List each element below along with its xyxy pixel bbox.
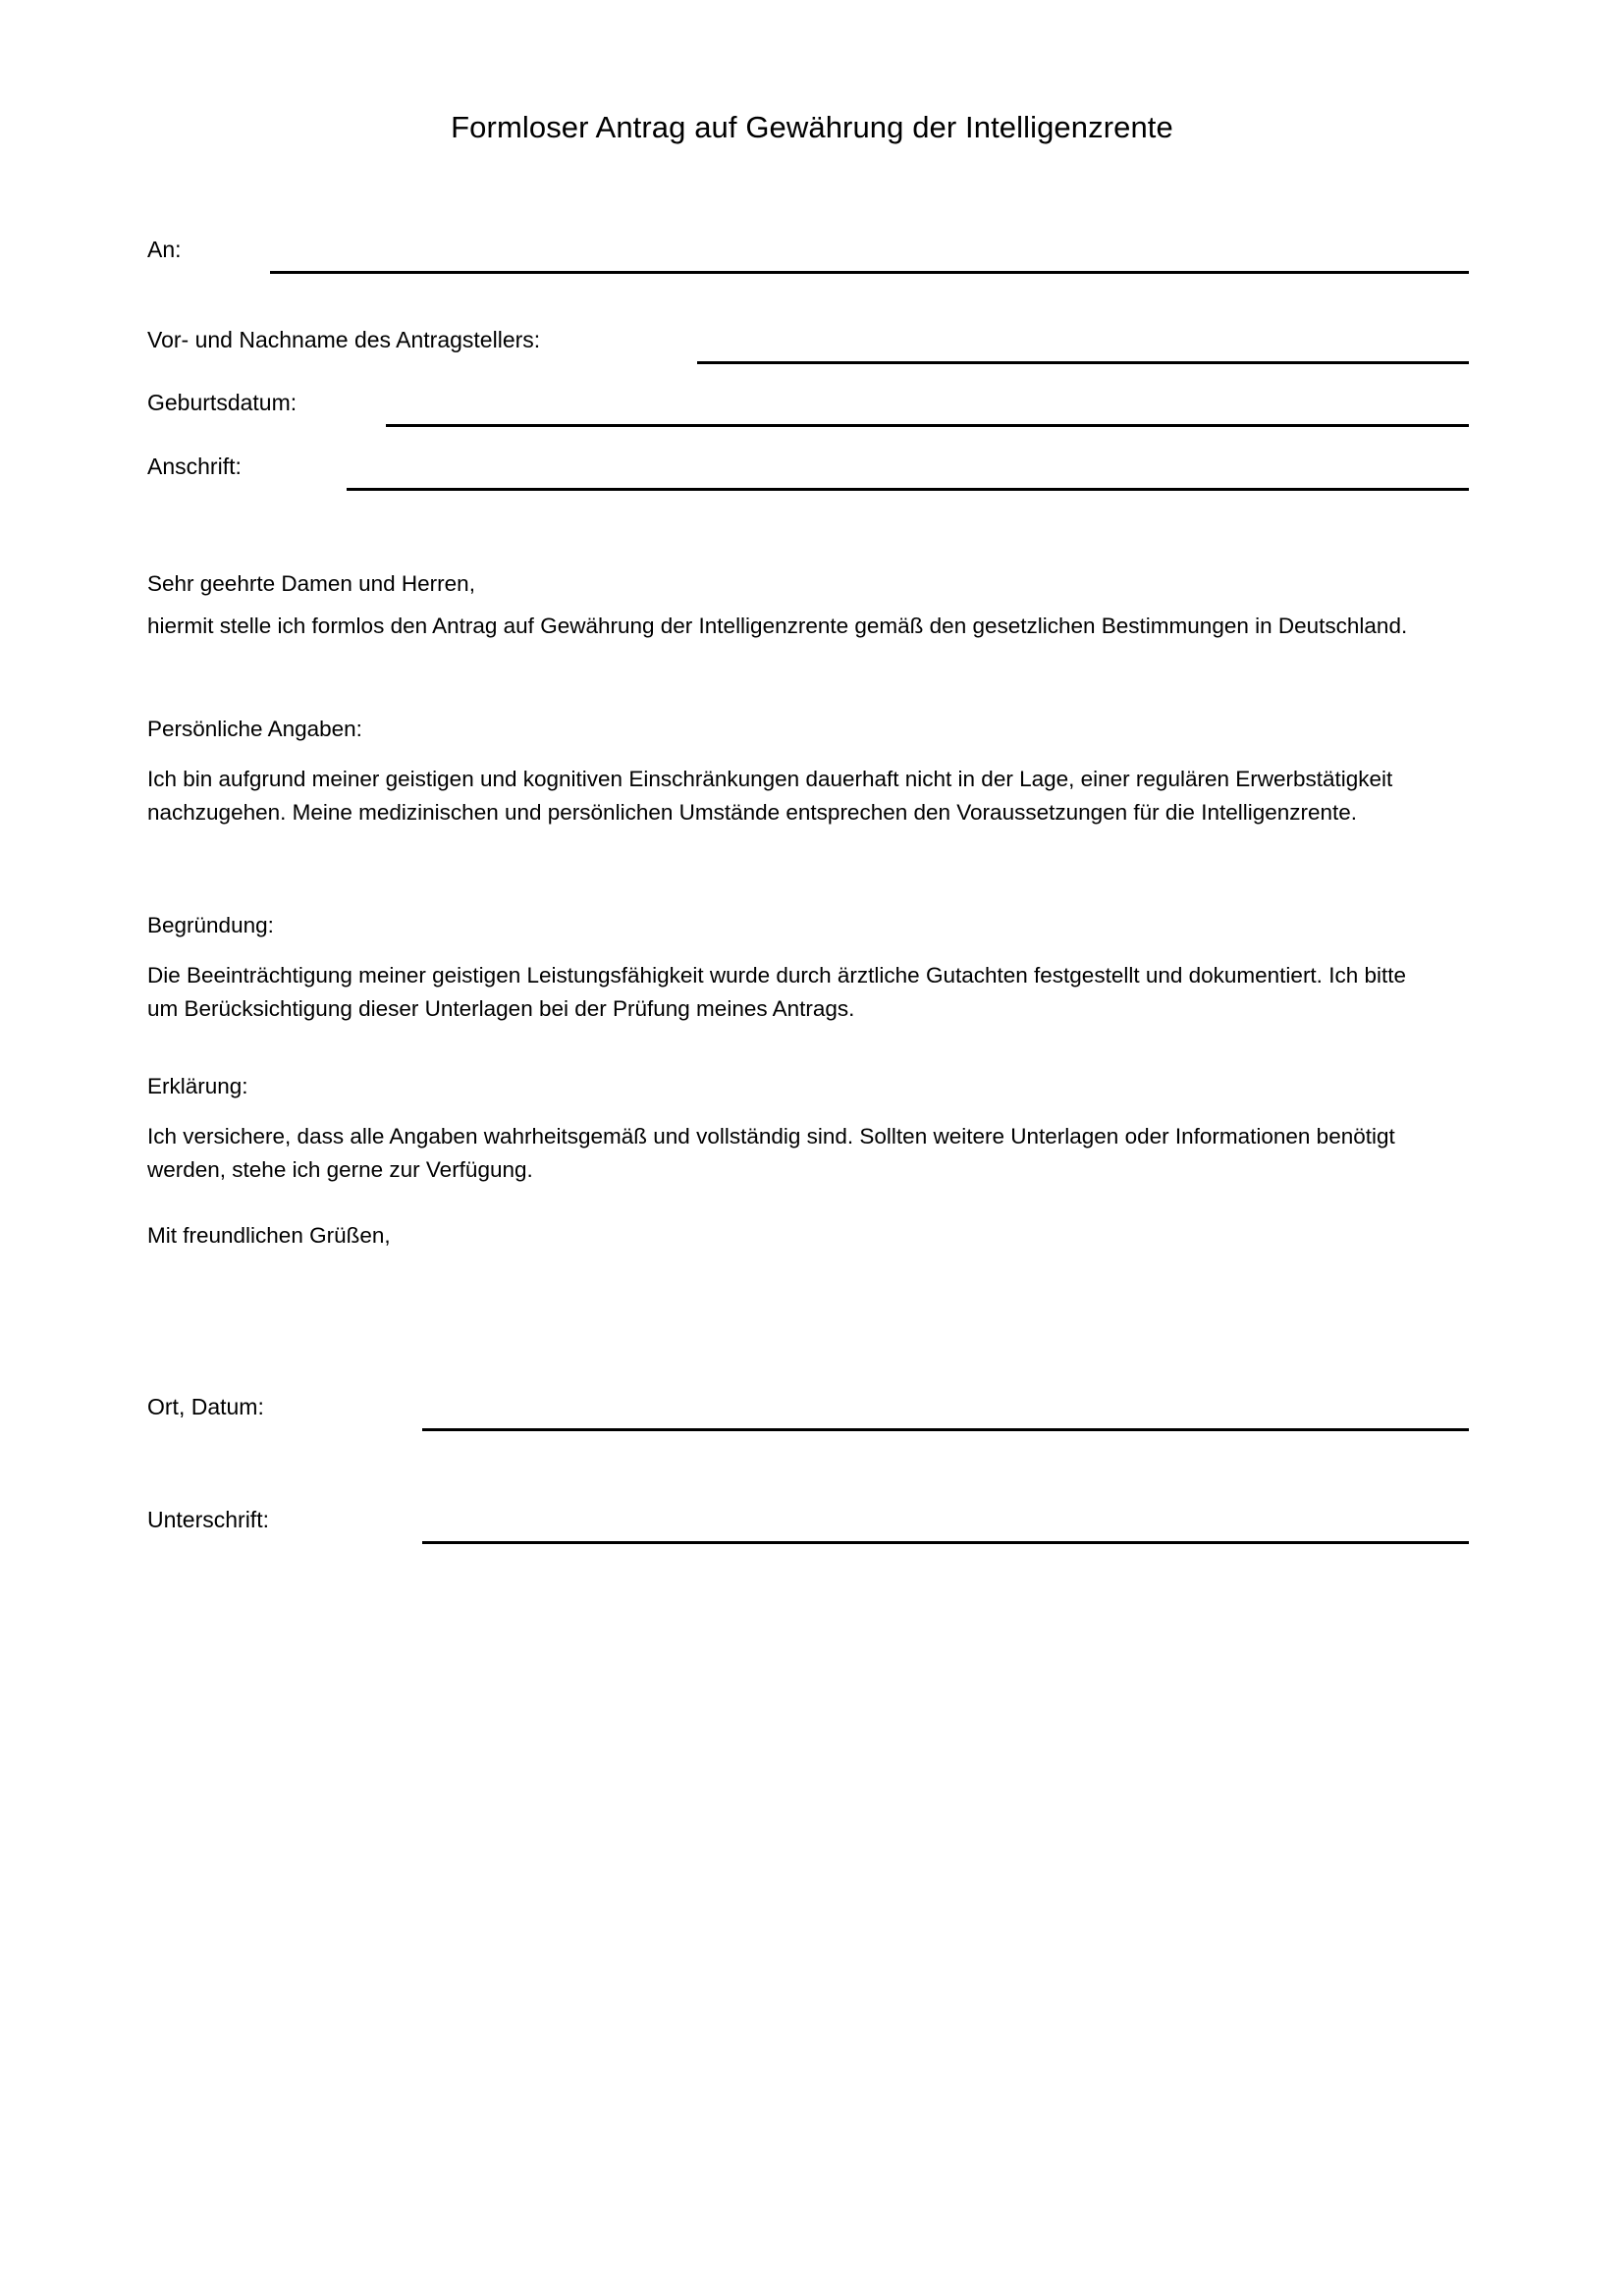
section-declaration-body — [147, 1120, 1424, 1187]
section-justification-body — [147, 959, 1424, 1026]
form-label-signature: Unterschrift: — [147, 1507, 269, 1532]
section-justification — [147, 909, 1424, 942]
form-row-place-date — [147, 1393, 1469, 1432]
form-input-line-place-date[interactable] — [422, 1428, 1469, 1431]
section-text-personal-details: Ich bin aufgrund meiner geistigen und kognitiven Einschränkungen dauerhaft nicht in der Lage, einer regulären Erwerbstätigkeit nachzugehen. Meine medizinischen und persönlichen Umstände entsprechen den Voraussetzungen für die Intelligenzrente. — [147, 767, 1393, 825]
letter-intro-block — [147, 610, 1424, 643]
form-input-line-address[interactable] — [347, 488, 1469, 491]
form-row-address — [147, 453, 1469, 492]
section-text-declaration: Ich versichere, dass alle Angaben wahrheitsgemäß und vollständig sind. Sollten weitere Unterlagen oder Informationen benötigt werden, stehe ich gerne zur Verfügung. — [147, 1124, 1395, 1182]
form-label-an: An: — [147, 237, 182, 262]
letter-intro-text: hiermit stelle ich formlos den Antrag auf Gewährung der Intelligenzrente gemäß den gesetzlichen Bestimmungen in Deutschland. — [147, 614, 1408, 638]
form-label-address: Anschrift: — [147, 454, 242, 479]
form-row-applicant-name — [147, 326, 1469, 365]
letter-salutation: Sehr geehrte Damen und Herren, — [147, 571, 475, 596]
form-input-line-applicant-name[interactable] — [697, 361, 1469, 364]
form-label-applicant-name: Vor- und Nachname des Antragstellers: — [147, 327, 541, 352]
form-label-place-date: Ort, Datum: — [147, 1394, 264, 1419]
section-heading-personal-details: Persönliche Angaben: — [147, 717, 362, 741]
form-row-an — [147, 236, 1469, 275]
form-row-date-of-birth — [147, 389, 1469, 428]
section-heading-justification: Begründung: — [147, 913, 274, 937]
form-row-signature — [147, 1506, 1469, 1545]
section-declaration — [147, 1070, 1424, 1103]
section-heading-declaration: Erklärung: — [147, 1074, 248, 1098]
section-personal-details — [147, 713, 1424, 746]
form-input-line-signature[interactable] — [422, 1541, 1469, 1544]
form-label-date-of-birth: Geburtsdatum: — [147, 390, 298, 415]
form-input-line-date-of-birth[interactable] — [386, 424, 1469, 427]
letter-closing: Mit freundlichen Grüßen, — [147, 1223, 391, 1248]
form-input-line-an[interactable] — [270, 271, 1469, 274]
letter-salutation-block — [147, 567, 1424, 601]
section-text-justification: Die Beeinträchtigung meiner geistigen Leistungsfähigkeit wurde durch ärztliche Gutachten festgestellt und dokumentiert. Ich bitte um Berücksichtigung dieser Unterlagen bei der Prüfung meines Antrags. — [147, 963, 1406, 1021]
section-personal-details-body — [147, 763, 1424, 829]
page-title: Formloser Antrag auf Gewährung der Intelligenzrente — [451, 110, 1173, 144]
letter-closing-block — [147, 1219, 1424, 1253]
